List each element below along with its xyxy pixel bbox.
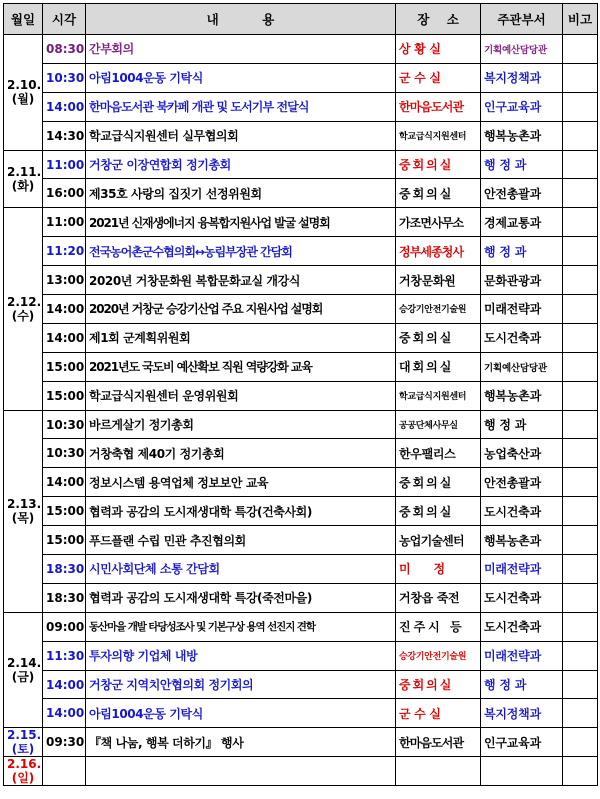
note-cell [563,526,598,555]
note-cell [563,699,598,728]
note-cell [563,352,598,381]
content-cell: 2020년 거창문화원 복합문화교실 개강식 [86,266,396,295]
time-cell: 11:30 [43,641,86,670]
content-cell: 거창군 이장연합회 정기총회 [86,150,396,179]
time-cell: 14:00 [43,468,86,497]
table-row [4,237,598,266]
place-cell: 공공단체사무실 [396,410,481,439]
note-cell [563,92,598,121]
table-row [4,670,598,699]
table-row [4,266,598,295]
note-cell [563,757,598,786]
time-cell: 13:00 [43,266,86,295]
date-cell: 2.12. (수) [4,208,43,410]
place-cell: 상 황 실 [396,35,481,64]
table-row [4,352,598,381]
table-row [4,641,598,670]
content-cell: 간부회의 [86,35,396,64]
time-cell: 11:20 [43,237,86,266]
time-cell: 11:00 [43,208,86,237]
dept-cell: 행복농촌과 [481,526,563,555]
header-dept: 주관부서 [481,4,563,35]
dept-cell: 미래전략과 [481,555,563,584]
dept-cell: 복지정책과 [481,63,563,92]
dept-cell: 행복농촌과 [481,381,563,410]
content-cell: 협력과 공감의 도시재생대학 특강(건축사회) [86,497,396,526]
content-cell: 투자의향 기업체 내방 [86,641,396,670]
time-cell: 14:00 [43,295,86,324]
content-cell: 학교급식지원센터 실무협의회 [86,121,396,150]
table-row [4,757,598,786]
date-cell: 2.15. (토) [4,728,43,757]
schedule-table [3,3,598,786]
table-row [4,699,598,728]
dept-cell: 기획예산담당관 [481,352,563,381]
content-cell: 시민사회단체 소통 간담회 [86,555,396,584]
table-row [4,92,598,121]
note-cell [563,35,598,64]
time-cell: 14:00 [43,699,86,728]
place-cell [396,757,481,786]
dept-cell: 경제교통과 [481,208,563,237]
content-cell: 제35호 사랑의 집짓기 선정위원회 [86,179,396,208]
place-cell: 거창읍 죽전 [396,583,481,612]
header-time: 시각 [43,4,86,35]
content-cell: 거창축협 제40기 정기총회 [86,439,396,468]
time-cell: 15:00 [43,497,86,526]
dept-cell: 인구교육과 [481,92,563,121]
note-cell [563,555,598,584]
dept-cell: 행 정 과 [481,410,563,439]
time-cell: 09:30 [43,728,86,757]
date-cell: 2.16. (일) [4,757,43,786]
place-cell: 중회의실 [396,670,481,699]
table-row [4,208,598,237]
dept-cell: 도시건축과 [481,583,563,612]
dept-cell: 복지정책과 [481,699,563,728]
note-cell [563,150,598,179]
content-cell: 바르게살기 정기총회 [86,410,396,439]
time-cell: 15:00 [43,381,86,410]
note-cell [563,439,598,468]
date-cell: 2.10. (월) [4,35,43,151]
header-content: 내 용 [86,4,396,35]
place-cell: 대회의실 [396,352,481,381]
place-cell: 중회의실 [396,323,481,352]
time-cell: 15:00 [43,352,86,381]
content-cell: 제1회 군계획위원회 [86,323,396,352]
note-cell [563,583,598,612]
place-cell: 중회의실 [396,497,481,526]
table-row [4,468,598,497]
table-row [4,121,598,150]
content-cell: 협력과 공감의 도시재생대학 특강(죽전마을) [86,583,396,612]
table-row [4,728,598,757]
table-row [4,63,598,92]
content-cell: 아림1004운동 기탁식 [86,63,396,92]
note-cell [563,410,598,439]
content-cell: 2021년 신재생에너지 융복합지원사업 발굴 설명회 [86,208,396,237]
dept-cell: 도시건축과 [481,323,563,352]
table-row [4,526,598,555]
content-cell: 동산마을 개발 타당성조사 및 기본구상 용역 선진지 견학 [86,612,396,641]
dept-cell: 농업축산과 [481,439,563,468]
time-cell: 14:00 [43,92,86,121]
content-cell: 2020년 거창군 승강기산업 주요 지원사업 설명회 [86,295,396,324]
place-cell: 농업기술센터 [396,526,481,555]
place-cell: 군 수 실 [396,699,481,728]
dept-cell: 행 정 과 [481,150,563,179]
table-row [4,179,598,208]
time-cell: 18:30 [43,555,86,584]
place-cell: 한우팰리스 [396,439,481,468]
dept-cell: 안전총괄과 [481,468,563,497]
note-cell [563,121,598,150]
note-cell [563,208,598,237]
place-cell: 학교급식지원센터 [396,121,481,150]
time-cell: 10:30 [43,410,86,439]
note-cell [563,612,598,641]
place-cell: 진주시 등 [396,612,481,641]
dept-cell: 도시건축과 [481,612,563,641]
note-cell [563,63,598,92]
place-cell: 승강기안전기술원 [396,295,481,324]
table-row [4,410,598,439]
time-cell: 14:00 [43,323,86,352]
table-row [4,555,598,584]
table-row [4,35,598,64]
time-cell: 14:00 [43,670,86,699]
dept-cell: 도시건축과 [481,497,563,526]
content-cell: 전국농어촌군수협의회↔농림부장관 간담회 [86,237,396,266]
dept-cell: 미래전략과 [481,295,563,324]
time-cell: 10:30 [43,439,86,468]
content-cell: 아림1004운동 기탁식 [86,699,396,728]
dept-cell: 기획예산담당관 [481,35,563,64]
place-cell: 중회의실 [396,179,481,208]
table-row [4,150,598,179]
dept-cell: 안전총괄과 [481,179,563,208]
place-cell: 미 정 [396,555,481,584]
note-cell [563,266,598,295]
place-cell: 학교급식지원센터 [396,381,481,410]
table-row [4,583,598,612]
dept-cell: 인구교육과 [481,728,563,757]
note-cell [563,670,598,699]
place-cell: 한마음도서관 [396,92,481,121]
place-cell: 중회의실 [396,150,481,179]
note-cell [563,323,598,352]
place-cell: 거창문화원 [396,266,481,295]
time-cell: 09:00 [43,612,86,641]
time-cell: 16:00 [43,179,86,208]
note-cell [563,468,598,497]
header-note: 비고 [563,4,598,35]
date-cell: 2.13. (목) [4,410,43,612]
dept-cell: 문화관광과 [481,266,563,295]
dept-cell [481,757,563,786]
table-row [4,497,598,526]
time-cell: 15:00 [43,526,86,555]
table-row [4,612,598,641]
content-cell: 푸드플랜 수립 민관 추진협의회 [86,526,396,555]
time-cell: 10:30 [43,63,86,92]
content-cell: 정보시스템 용역업체 정보보안 교육 [86,468,396,497]
dept-cell: 행복농촌과 [481,121,563,150]
header-row [4,4,598,35]
dept-cell: 미래전략과 [481,641,563,670]
dept-cell: 행 정 과 [481,670,563,699]
content-cell: 『책 나눔, 행복 더하기』 행사 [86,728,396,757]
date-cell: 2.14. (금) [4,612,43,728]
note-cell [563,641,598,670]
note-cell [563,179,598,208]
time-cell: 08:30 [43,35,86,64]
place-cell: 승강기안전기술원 [396,641,481,670]
place-cell: 가조면사무소 [396,208,481,237]
place-cell: 군 수 실 [396,63,481,92]
time-cell: 11:00 [43,150,86,179]
note-cell [563,237,598,266]
header-place: 장 소 [396,4,481,35]
note-cell [563,497,598,526]
header-date: 월일 [4,4,43,35]
table-row [4,295,598,324]
content-cell: 한마음도서관 북카페 개관 및 도서기부 전달식 [86,92,396,121]
place-cell: 한마음도서관 [396,728,481,757]
content-cell: 거창군 지역치안협의회 정기회의 [86,670,396,699]
note-cell [563,728,598,757]
content-cell [86,757,396,786]
note-cell [563,295,598,324]
place-cell: 중회의실 [396,468,481,497]
table-row [4,323,598,352]
place-cell: 정부세종청사 [396,237,481,266]
time-cell: 14:30 [43,121,86,150]
date-cell: 2.11. (화) [4,150,43,208]
note-cell [563,381,598,410]
table-row [4,381,598,410]
content-cell: 2021년도 국도비 예산확보 직원 역량강화 교육 [86,352,396,381]
dept-cell: 행 정 과 [481,237,563,266]
time-cell [43,757,86,786]
time-cell: 18:30 [43,583,86,612]
table-row [4,439,598,468]
content-cell: 학교급식지원센터 운영위원회 [86,381,396,410]
